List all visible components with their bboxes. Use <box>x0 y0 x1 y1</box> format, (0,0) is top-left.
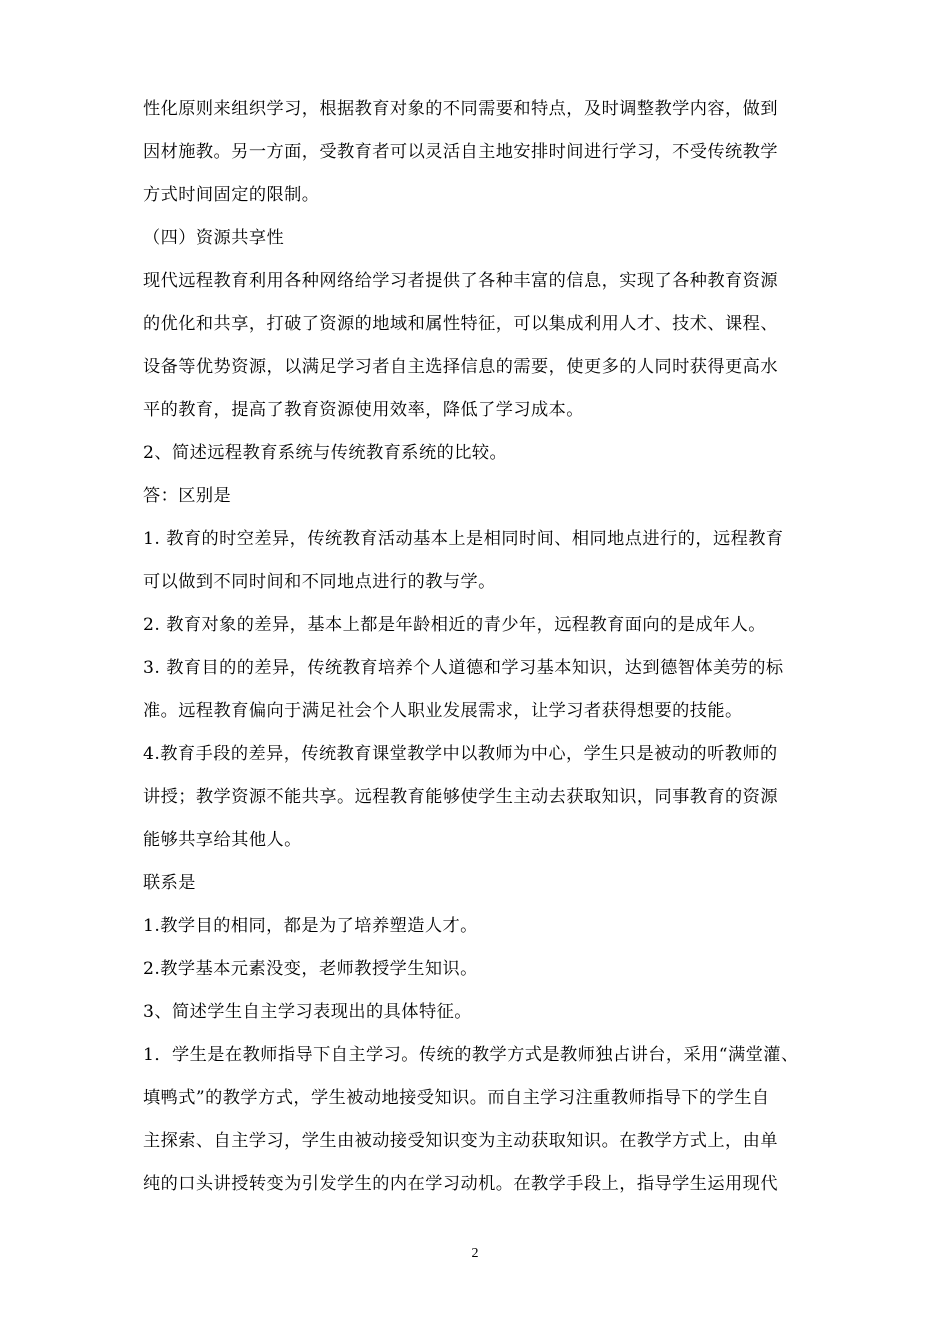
text-line: 2、简述远程教育系统与传统教育系统的比较。 <box>143 443 508 463</box>
text-line: 主探索、自主学习，学生由被动接受知识变为主动获取知识。在教学方式上，由单 <box>143 1131 778 1151</box>
line-gap <box>143 165 851 182</box>
text-line: 2. 教育对象的差异，基本上都是年龄相近的青少年，远程教育面向的是成年人。 <box>143 615 766 635</box>
text-line: 1.教学目的相同，都是为了培养塑造人才。 <box>143 916 478 936</box>
line-gap <box>143 681 851 698</box>
text-line: 纯的口头讲授转变为引发学生的内在学习动机。在教学手段上，指导学生运用现代 <box>143 1174 778 1194</box>
text-line: 4.教育手段的差异，传统教育课堂教学中以教师为中心，学生只是被动的听教师的 <box>143 744 778 764</box>
line-gap <box>143 939 851 956</box>
line-gap <box>143 294 851 311</box>
text-line: 1. 教育的时空差异，传统教育活动基本上是相同时间、相同地点进行的，远程教育 <box>143 529 784 549</box>
text-line: 答：区别是 <box>143 486 232 506</box>
line-gap <box>143 337 851 354</box>
line-gap <box>143 810 851 827</box>
line-gap <box>143 853 851 870</box>
line-gap <box>143 1068 851 1085</box>
text-line: 可以做到不同时间和不同地点进行的教与学。 <box>143 572 496 592</box>
line-gap <box>143 982 851 999</box>
text-line: 填鸭式”的教学方式，学生被动地接受知识。而自主学习注重教师指导下的学生自 <box>143 1088 770 1108</box>
line-gap <box>143 724 851 741</box>
line-gap <box>143 122 851 139</box>
line-gap <box>143 1111 851 1128</box>
text-line: 3、简述学生自主学习表现出的具体特征。 <box>143 1002 472 1022</box>
text-line: 设备等优势资源，以满足学习者自主选择信息的需要，使更多的人同时获得更高水 <box>143 357 778 377</box>
line-gap <box>143 251 851 268</box>
line-gap <box>143 380 851 397</box>
text-line: 讲授；教学资源不能共享。远程教育能够使学生主动去获取知识，同事教育的资源 <box>143 787 778 807</box>
text-line: 现代远程教育利用各种网络给学习者提供了各种丰富的信息，实现了各种教育资源 <box>143 271 778 291</box>
text-line: 的优化和共享，打破了资源的地域和属性特征，可以集成利用人才、技术、课程、 <box>143 314 778 334</box>
text-line: 准。远程教育偏向于满足社会个人职业发展需求，让学习者获得想要的技能。 <box>143 701 743 721</box>
body-text <box>143 96 851 1197</box>
text-line: 性化原则来组织学习，根据教育对象的不同需要和特点，及时调整教学内容，做到 <box>143 99 778 119</box>
line-gap <box>143 466 851 483</box>
line-gap <box>143 896 851 913</box>
line-gap <box>143 1025 851 1042</box>
line-gap <box>143 509 851 526</box>
text-line: 能够共享给其他人。 <box>143 830 302 850</box>
text-line: 2.教学基本元素没变，老师教授学生知识。 <box>143 959 478 979</box>
line-gap <box>143 638 851 655</box>
text-line: 方式时间固定的限制。 <box>143 185 320 205</box>
line-gap <box>143 423 851 440</box>
text-line: 平的教育，提高了教育资源使用效率，降低了学习成本。 <box>143 400 584 420</box>
line-gap <box>143 1154 851 1171</box>
text-line: 1．学生是在教师指导下自主学习。传统的教学方式是教师独占讲台，采用“满堂灌、 <box>143 1045 799 1065</box>
line-gap <box>143 208 851 225</box>
text-line: 联系是 <box>143 873 196 893</box>
line-gap <box>143 595 851 612</box>
line-gap <box>143 767 851 784</box>
line-gap <box>143 552 851 569</box>
page-number: 2 <box>471 1246 479 1261</box>
text-line: 3. 教育目的的差异，传统教育培养个人道德和学习基本知识，达到德智体美劳的标 <box>143 658 784 678</box>
text-line: （四）资源共享性 <box>143 228 285 248</box>
text-line: 因材施教。另一方面，受教育者可以灵活自主地安排时间进行学习，不受传统教学 <box>143 142 778 162</box>
